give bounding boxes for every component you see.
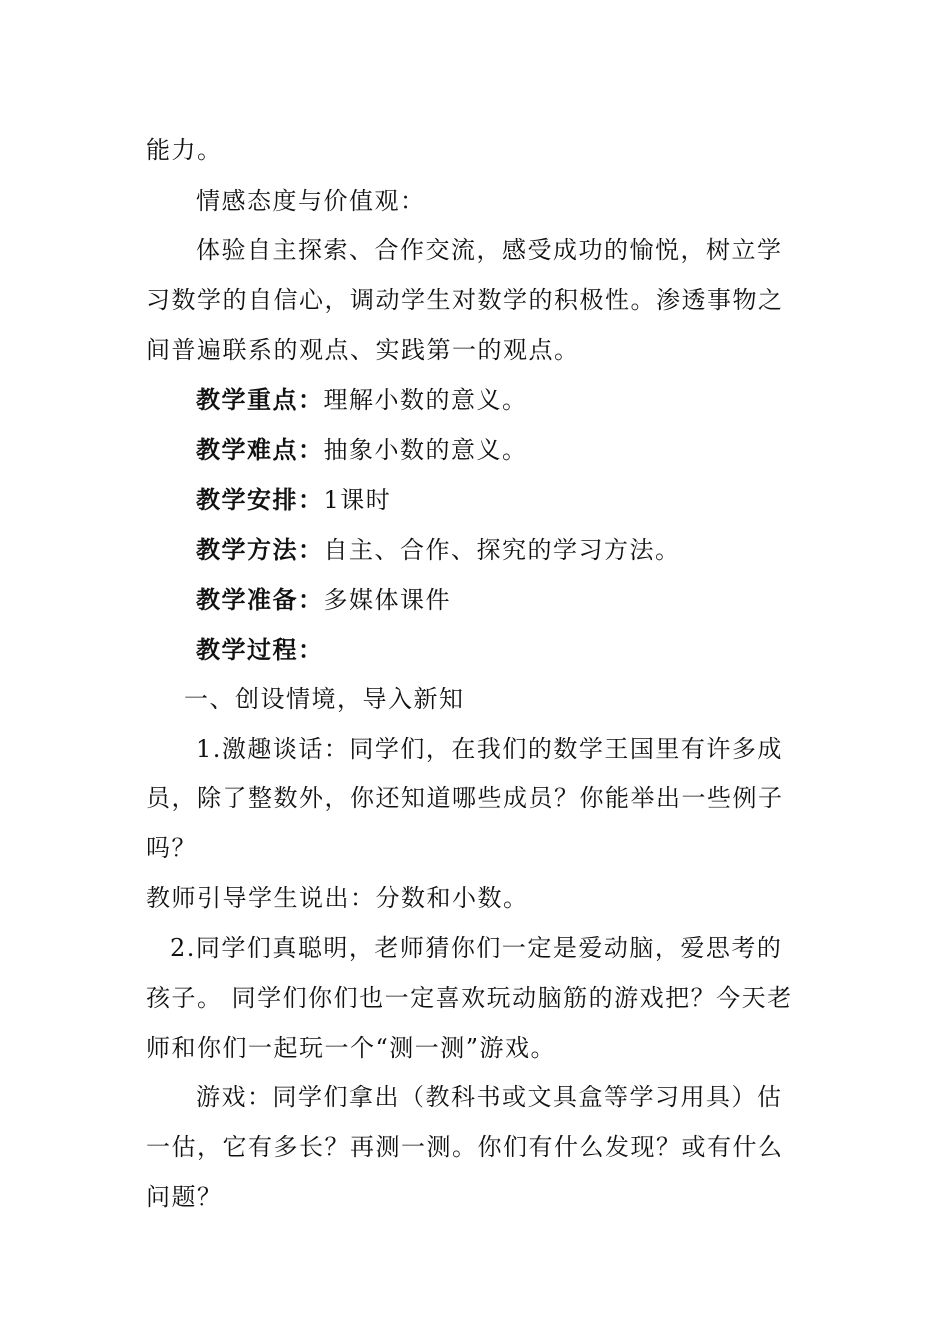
paragraph-line: 体验自主探索、合作交流，感受成功的愉悦，树立学 (196, 236, 783, 264)
item-2-line: 师和你们一起玩一个“测一测”游戏。 (146, 1034, 557, 1062)
method-row (196, 534, 681, 566)
section-heading-emotion: 情感态度与价值观： (196, 187, 426, 215)
preparation-row (196, 584, 451, 616)
item-1-line: 吗？ (146, 834, 197, 862)
item-1-line: 员，除了整数外，你还知道哪些成员？你能举出一些例子 (146, 784, 784, 812)
key-point-row (196, 384, 528, 416)
section-heading-1: 一、创设情境，导入新知 (184, 685, 465, 713)
paragraph-line: 习数学的自信心，调动学生对数学的积极性。渗透事物之 (146, 286, 784, 314)
difficult-point-label: 教学难点： (196, 435, 324, 464)
game-line: 一估，它有多长？再测一测。你们有什么发现？或有什么 (146, 1133, 784, 1161)
item-2-line: 孩子。 同学们你们也一定喜欢玩动脑筋的游戏把？今天老 (146, 984, 793, 1012)
preparation-label: 教学准备： (196, 585, 324, 614)
game-line: 游戏：同学们拿出（教科书或文具盒等学习用具）估 (196, 1083, 783, 1111)
game-line: 问题？ (146, 1183, 223, 1211)
key-point-value: 理解小数的意义。 (323, 386, 528, 414)
item-1-line: 1.激趣谈话：同学们，在我们的数学王国里有许多成 (196, 735, 783, 763)
process-heading: 教学过程： (196, 635, 324, 664)
teacher-guide-line: 教师引导学生说出：分数和小数。 (146, 884, 529, 912)
item-2-line: 2.同学们真聪明，老师猜你们一定是爱动脑，爱思考的 (170, 934, 783, 962)
schedule-value: 1课时 (323, 486, 392, 514)
paragraph-line: 间普遍联系的观点、实践第一的观点。 (146, 336, 580, 364)
key-point-label: 教学重点： (196, 385, 324, 414)
difficult-point-value: 抽象小数的意义。 (323, 436, 528, 464)
difficult-point-row (196, 434, 528, 466)
method-value: 自主、合作、探究的学习方法。 (323, 536, 681, 564)
schedule-row (196, 484, 391, 516)
preparation-value: 多媒体课件 (323, 586, 451, 614)
method-label: 教学方法： (196, 535, 324, 564)
paragraph-line: 能力。 (146, 136, 223, 164)
schedule-label: 教学安排： (196, 485, 324, 514)
